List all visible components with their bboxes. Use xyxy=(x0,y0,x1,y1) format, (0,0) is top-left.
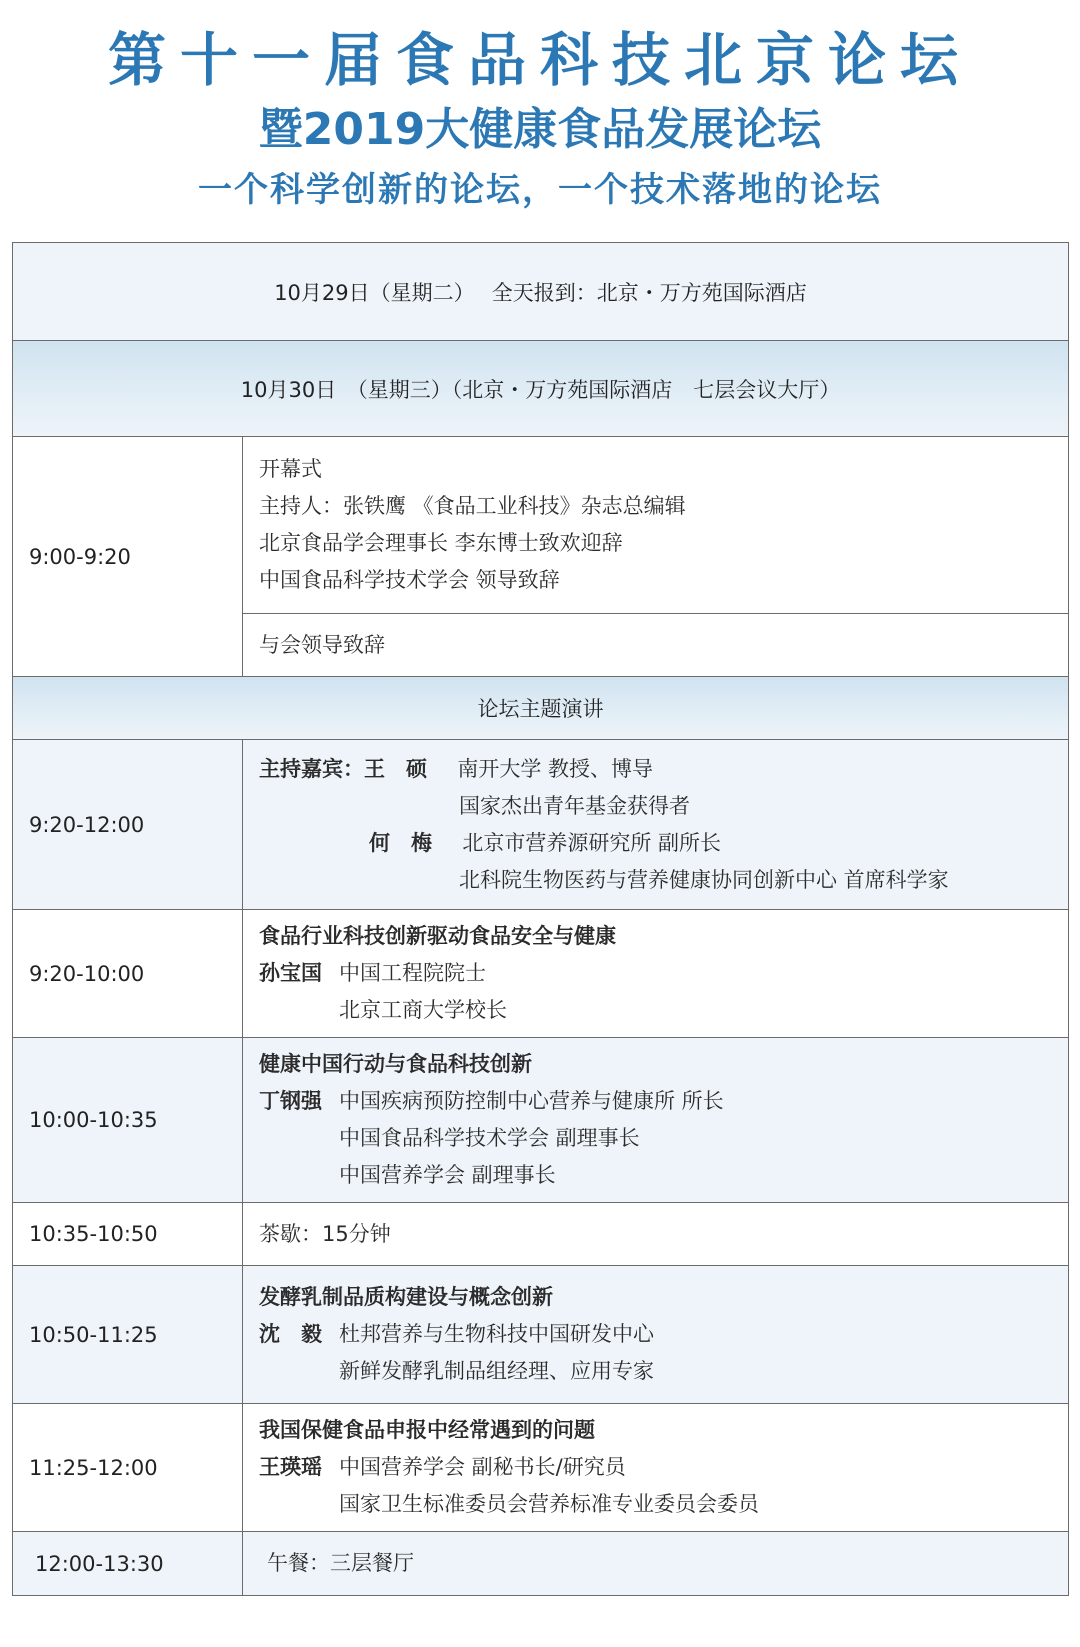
speaker-name: 沈 毅 xyxy=(259,1322,322,1346)
hosts-row xyxy=(13,740,1069,910)
opening-extra: 与会领导致辞 xyxy=(243,614,1069,677)
speaker-aff: 中国食品科学技术学会 副理事长 xyxy=(339,1126,640,1150)
talk-title: 发酵乳制品质构建设与概念创新 xyxy=(259,1285,553,1309)
speaker-aff: 中国营养学会 副理事长 xyxy=(339,1163,556,1187)
speaker-aff: 杜邦营养与生物科技中国研发中心 xyxy=(339,1322,654,1346)
page-tagline: 一个科学创新的论坛，一个技术落地的论坛 xyxy=(198,170,882,210)
day2-row xyxy=(13,341,1069,437)
opening-content xyxy=(243,437,1069,614)
talk-title: 我国保健食品申报中经常遇到的问题 xyxy=(259,1418,595,1442)
lunch-time: 12:00-13:30 xyxy=(13,1532,243,1596)
talk-content xyxy=(243,1266,1069,1404)
section-title: 论坛主题演讲 xyxy=(13,677,1069,740)
lunch-text: 午餐：三层餐厅 xyxy=(243,1532,1069,1596)
talk-row xyxy=(13,1038,1069,1203)
host1-name: 王 硕 xyxy=(364,756,427,781)
speaker-name: 王瑛瑶 xyxy=(259,1455,322,1479)
hosts-time: 9:20-12:00 xyxy=(13,740,243,910)
host2-name: 何 梅 xyxy=(369,830,432,855)
talk-title: 食品行业科技创新驱动食品安全与健康 xyxy=(259,924,616,948)
section-row xyxy=(13,677,1069,740)
talk-row xyxy=(13,910,1069,1038)
talk-content xyxy=(243,1404,1069,1532)
opening-row xyxy=(13,437,1069,614)
lunch-row xyxy=(13,1532,1069,1596)
talk-content xyxy=(243,910,1069,1038)
hosts-label: 主持嘉宾： xyxy=(259,756,364,781)
speaker-name: 孙宝国 xyxy=(259,961,322,985)
talk-content xyxy=(243,1038,1069,1203)
speaker-aff: 中国营养学会 副秘书长/研究员 xyxy=(339,1455,626,1479)
talk-row xyxy=(13,1404,1069,1532)
hosts-content xyxy=(243,740,1069,910)
page-title: 第十一届食品科技北京论坛 xyxy=(107,26,972,94)
speaker-aff: 北京工商大学校长 xyxy=(339,998,507,1022)
host1-aff1: 南开大学 教授、博导 xyxy=(457,756,654,781)
schedule-table xyxy=(12,242,1069,1596)
host2-aff1: 北京市营养源研究所 副所长 xyxy=(462,830,722,855)
talk-time: 9:20-10:00 xyxy=(13,910,243,1038)
day1-row xyxy=(13,243,1069,341)
host2-aff2: 北科院生物医药与营养健康协同创新中心 首席科学家 xyxy=(459,867,949,892)
opening-address: 中国食品科学技术学会 领导致辞 xyxy=(259,568,560,592)
opening-host: 主持人：张铁鹰 《食品工业科技》杂志总编辑 xyxy=(259,494,686,518)
speaker-aff: 国家卫生标准委员会营养标准专业委员会委员 xyxy=(339,1492,759,1516)
talk-title: 健康中国行动与食品科技创新 xyxy=(259,1052,532,1076)
page-subtitle: 暨2019大健康食品发展论坛 xyxy=(258,104,822,155)
opening-time: 9:00-9:20 xyxy=(13,437,243,677)
talk-time: 11:25-12:00 xyxy=(13,1404,243,1532)
talk-time: 10:50-11:25 xyxy=(13,1266,243,1404)
speaker-aff: 中国疾病预防控制中心营养与健康所 所长 xyxy=(339,1089,724,1113)
talk-row xyxy=(13,1266,1069,1404)
break-text: 茶歇：15分钟 xyxy=(243,1203,1069,1266)
break-time: 10:35-10:50 xyxy=(13,1203,243,1266)
speaker-aff: 中国工程院院士 xyxy=(339,961,486,985)
talk-time: 10:00-10:35 xyxy=(13,1038,243,1203)
break-row xyxy=(13,1203,1069,1266)
host1-aff2: 国家杰出青年基金获得者 xyxy=(459,793,690,818)
day1-registration: 10月29日（星期二） 全天报到：北京・万方苑国际酒店 xyxy=(13,243,1069,341)
day2-venue: 10月30日 （星期三）（北京・万方苑国际酒店 七层会议大厅） xyxy=(13,341,1069,437)
opening-title: 开幕式 xyxy=(259,457,322,481)
speaker-name: 丁钢强 xyxy=(259,1089,322,1113)
opening-welcome: 北京食品学会理事长 李东博士致欢迎辞 xyxy=(259,531,623,555)
speaker-aff: 新鲜发酵乳制品组经理、应用专家 xyxy=(339,1359,654,1383)
